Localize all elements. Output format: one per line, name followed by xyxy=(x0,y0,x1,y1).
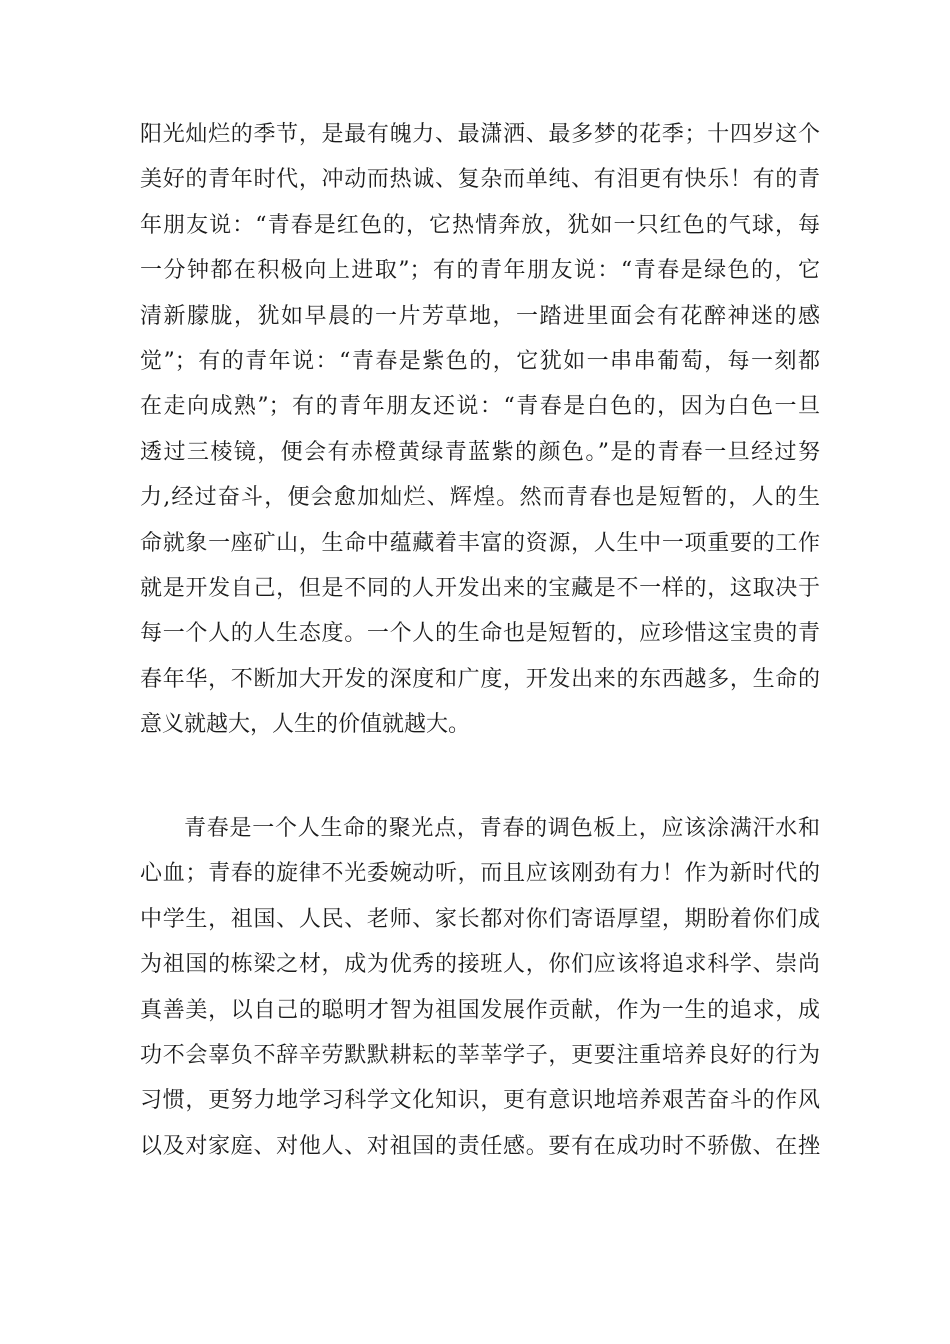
text-line: 中学生，祖国、人民、老师、家长都对你们寄语厚望，期盼着你们成 xyxy=(140,906,820,932)
text-line: 年朋友说：“青春是红色的，它热情奔放，犹如一只红色的气球，每 xyxy=(140,212,820,238)
text-line: 命就象一座矿山，生命中蕴藏着丰富的资源，人生中一项重要的工作 xyxy=(140,530,820,556)
text-line: 透过三棱镜，便会有赤橙黄绿青蓝紫的颜色。”是的青春一旦经过努 xyxy=(140,439,820,465)
text-line: 习惯，更努力地学习科学文化知识，更有意识地培养艰苦奋斗的作风 xyxy=(140,1088,820,1114)
text-line: 真善美，以自己的聪明才智为祖国发展作贡献，作为一生的追求，成 xyxy=(140,997,820,1023)
text-line: 功不会辜负不辞辛劳默默耕耘的莘莘学子，更要注重培养良好的行为 xyxy=(140,1042,820,1068)
text-line: 意义就越大，人生的价值就越大。 xyxy=(140,712,471,738)
text-line: 就是开发自己，但是不同的人开发出来的宝藏是不一样的，这取决于 xyxy=(140,575,820,601)
text-line: 美好的青年时代，冲动而热诚、复杂而单纯、有泪更有快乐！有的青 xyxy=(140,167,820,193)
text-line: 力,经过奋斗，便会愈加灿烂、辉煌。然而青春也是短暂的，人的生 xyxy=(140,485,820,511)
text-line: 清新朦胧，犹如早晨的一片芳草地，一踏进里面会有花醉神迷的感 xyxy=(140,303,820,329)
text-line: 青春是一个人生命的聚光点，青春的调色板上，应该涂满汗水和 xyxy=(184,816,820,841)
text-line: 春年华，不断加大开发的深度和广度，开发出来的东西越多，生命的 xyxy=(140,666,820,692)
text-line: 为祖国的栋梁之材，成为优秀的接班人，你们应该将追求科学、崇尚 xyxy=(140,952,820,978)
text-line: 在走向成熟”；有的青年朋友还说：“青春是白色的，因为白色一旦 xyxy=(140,394,820,420)
text-line: 以及对家庭、对他人、对祖国的责任感。要有在成功时不骄傲、在挫 xyxy=(140,1133,820,1159)
text-line: 心血；青春的旋律不光委婉动听，而且应该刚劲有力！作为新时代的 xyxy=(140,861,820,887)
text-line: 觉”；有的青年说：“青春是紫色的，它犹如一串串葡萄，每一刻都 xyxy=(140,348,820,374)
text-line: 一分钟都在积极向上进取”；有的青年朋友说：“青春是绿色的，它 xyxy=(140,258,820,284)
paragraph-1 xyxy=(140,112,820,747)
text-line: 每一个人的人生态度。一个人的生命也是短暂的，应珍惜这宝贵的青 xyxy=(140,621,820,647)
paragraph-2 xyxy=(140,806,820,1169)
text-line: 阳光灿烂的季节，是最有魄力、最潇洒、最多梦的花季；十四岁这个 xyxy=(140,122,820,147)
